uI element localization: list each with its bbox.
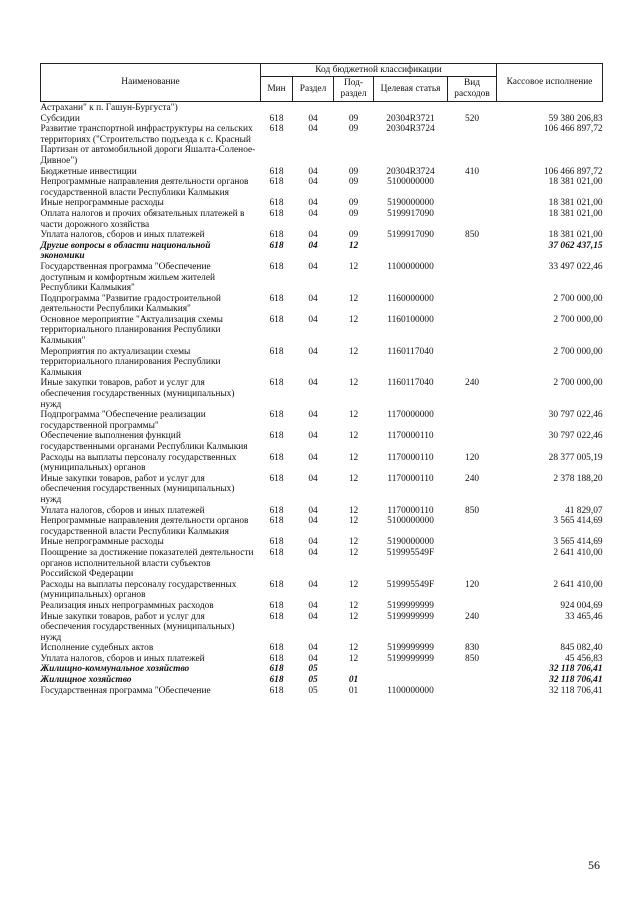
row-podrazdel-cell: 12 [348, 643, 359, 654]
row-name-cell: Подпрограмма "Обеспечение реализации государственной программы" [40, 410, 206, 431]
row-article-cell: 20304R3721 [386, 113, 435, 124]
row-article-cell: 20304R3724 [386, 124, 435, 135]
row-name-cell: Подпрограмма "Развитие градостроительной деятельности Республики Калмыкия" [40, 293, 221, 315]
row-sum-cell: 2 700 000,00 [553, 314, 603, 325]
row-vid-cell: 850 [465, 230, 480, 241]
row-razdel-cell: 04 [308, 643, 318, 654]
row-article-cell [374, 241, 448, 262]
row-podrazdel-cell: 09 [348, 113, 359, 124]
budget-table [40, 63, 603, 696]
row-vid-cell [448, 347, 497, 379]
row-vid-cell [448, 241, 497, 262]
header-kbk-group: Код бюджетной классификации [261, 64, 497, 77]
row-name-cell: Другие вопросы в области национальной экономики [40, 240, 211, 262]
header-podrazdel: Под-раздел [334, 77, 374, 102]
row-vid-cell: 240 [465, 611, 480, 622]
row-article-cell: 1170000110 [387, 505, 434, 516]
row-podrazdel-cell: 09 [348, 124, 359, 135]
row-min-cell: 618 [269, 378, 284, 389]
row-sum-cell: 2 700 000,00 [553, 378, 603, 389]
row-vid-cell [448, 294, 497, 315]
row-podrazdel-cell: 12 [348, 516, 359, 527]
row-min-cell: 618 [269, 611, 284, 622]
row-min-cell: 618 [269, 547, 284, 558]
row-sum-cell: 45 456,83 [565, 653, 603, 664]
row-name-cell: Иные закупки товаров, работ и услуг для обеспечения государственных (муниципальных) нужд [40, 378, 235, 410]
row-podrazdel-cell: 12 [348, 452, 359, 463]
row-article-cell: 5199917090 [387, 208, 434, 219]
row-min-cell: 618 [269, 261, 284, 272]
row-sum-cell [497, 102, 603, 114]
row-article-cell: 5199999999 [387, 600, 434, 611]
row-sum-cell: 3 565 414,69 [553, 516, 603, 527]
row-min-cell: 618 [269, 685, 284, 696]
table-row [41, 114, 603, 125]
row-vid-cell [448, 410, 497, 431]
table-row [41, 675, 603, 686]
row-min-cell: 618 [269, 293, 284, 304]
table-row [41, 198, 603, 209]
row-podrazdel-cell: 12 [348, 653, 359, 664]
row-min-cell: 618 [269, 664, 284, 675]
row-min-cell: 618 [269, 431, 284, 442]
row-min-cell: 618 [269, 177, 284, 188]
table-row [41, 664, 603, 675]
row-sum-cell: 33 465,46 [565, 611, 603, 622]
row-vid-cell: 120 [465, 579, 480, 590]
row-vid-cell [448, 209, 497, 230]
row-razdel-cell: 04 [308, 230, 318, 241]
row-sum-cell: 2 700 000,00 [553, 293, 603, 304]
row-min-cell [261, 102, 293, 114]
row-vid-cell [448, 664, 497, 675]
row-vid-cell [448, 262, 497, 294]
row-vid-cell [448, 548, 497, 580]
table-row [41, 643, 603, 654]
row-vid-cell [448, 516, 497, 537]
table-row [41, 516, 603, 537]
row-razdel-cell: 04 [308, 113, 318, 124]
row-sum-cell: 33 497 022,46 [548, 261, 603, 272]
header-article: Целевая статья [374, 77, 448, 102]
row-podrazdel-cell: 12 [348, 611, 359, 622]
row-razdel-cell: 04 [308, 452, 318, 463]
row-name-cell: Астрахани" к п. Гашун-Бургуста") [40, 103, 178, 113]
row-min-cell: 618 [269, 198, 284, 209]
row-sum-cell: 32 118 706,41 [549, 685, 603, 696]
row-min-cell: 618 [269, 505, 284, 516]
table-row [41, 601, 603, 612]
row-name-cell: Государственная программа "Обеспечение [40, 685, 211, 696]
row-podrazdel-cell: 09 [348, 208, 359, 219]
table-row [41, 209, 603, 230]
row-podrazdel-cell: 12 [348, 240, 359, 251]
row-article-cell: 1170000110 [387, 473, 434, 484]
row-sum-cell: 37 062 437,15 [548, 240, 603, 251]
header-vid: Вид расходов [448, 77, 497, 102]
row-sum-cell: 30 797 022,46 [548, 410, 603, 421]
row-sum-cell: 924 004,69 [560, 600, 603, 611]
row-min-cell: 618 [269, 516, 284, 527]
row-razdel-cell: 04 [308, 240, 318, 251]
row-vid-cell: 240 [465, 378, 480, 389]
row-name-cell: Иные непрограммные расходы [40, 198, 164, 209]
row-name-cell: Расходы на выплаты персоналу государственных (муниципальных) органов [40, 579, 237, 601]
row-min-cell: 618 [269, 208, 284, 219]
row-podrazdel-cell: 12 [348, 293, 359, 304]
row-razdel-cell: 04 [308, 261, 318, 272]
row-sum-cell: 28 377 005,19 [548, 452, 603, 463]
table-row [41, 548, 603, 580]
row-podrazdel-cell: 12 [348, 378, 359, 389]
row-article-cell [374, 675, 448, 686]
row-article-cell: 1160117040 [387, 378, 434, 389]
row-name-cell: Мероприятия по актуализации схемы территориального планирования Республики Калмыкия [40, 346, 221, 378]
row-razdel-cell: 04 [308, 124, 318, 135]
row-sum-cell: 32 118 706,41 [549, 675, 603, 686]
row-vid-cell: 120 [465, 452, 480, 463]
row-vid-cell [448, 102, 497, 114]
table-row [41, 410, 603, 431]
row-sum-cell: 32 118 706,41 [549, 664, 603, 675]
table-row [41, 474, 603, 506]
row-article-cell [374, 102, 448, 114]
row-razdel-cell: 04 [308, 547, 318, 558]
row-article-cell: 1160100000 [387, 314, 434, 325]
row-vid-cell: 240 [465, 473, 480, 484]
row-podrazdel-cell: 09 [348, 198, 359, 209]
row-article-cell: 1160117040 [387, 346, 434, 357]
row-name-cell: Уплата налогов, сборов и иных платежей [40, 653, 205, 664]
row-name-cell: Иные закупки товаров, работ и услуг для обеспечения государственных (муниципальных) нужд [40, 473, 235, 505]
row-name-cell: Основное мероприятие "Актуализация схемы территориального планирования Республики Калмыкия" [40, 314, 223, 347]
row-article-cell: 5190000000 [387, 537, 434, 548]
row-vid-cell: 830 [465, 643, 480, 654]
row-name-cell: Непрограммные направления деятельности органов государственной власти Республики Калмыкия [40, 177, 249, 198]
row-min-cell: 618 [269, 314, 284, 325]
row-podrazdel-cell: 12 [348, 261, 359, 272]
row-podrazdel-cell: 12 [348, 346, 359, 357]
row-razdel-cell: 04 [308, 208, 318, 219]
table-row [41, 124, 603, 166]
row-name-cell: Уплата налогов, сборов и иных платежей [40, 505, 205, 516]
row-sum-cell: 18 381 021,00 [548, 230, 603, 241]
row-razdel-cell: 04 [308, 516, 318, 527]
row-razdel-cell: 04 [308, 410, 318, 421]
row-name-cell: Государственная программа "Обеспечение доступным и комфортным жильем жителей Республики Калмыкия" [40, 261, 216, 294]
table-row [41, 612, 603, 644]
row-sum-cell: 59 380 206,83 [548, 113, 603, 124]
row-name-cell: Субсидии [40, 113, 80, 124]
row-vid-cell [448, 675, 497, 686]
row-podrazdel-cell: 12 [348, 600, 359, 611]
table-row [41, 102, 603, 114]
row-razdel-cell: 04 [308, 653, 318, 664]
row-name-cell: Развитие транспортной инфраструктуры на сельских территориях ("Строительство подъезда к с. Красный Партизан от автомобильной дороги Яшалта-Соленое-Дивное") [40, 124, 256, 166]
row-razdel-cell: 04 [308, 473, 318, 484]
row-name-cell: Исполнение судебных актов [40, 643, 154, 654]
row-sum-cell: 106 466 897,72 [543, 166, 603, 177]
row-podrazdel-cell: 12 [348, 410, 359, 421]
row-article-cell: 1100000000 [387, 261, 434, 272]
row-razdel-cell: 04 [308, 431, 318, 442]
table-row [41, 167, 603, 178]
row-article-cell: 20304R3724 [386, 166, 435, 177]
row-razdel-cell: 04 [308, 378, 318, 389]
row-article-cell: 5100000000 [387, 177, 434, 188]
row-sum-cell: 2 700 000,00 [553, 346, 603, 357]
row-vid-cell [448, 124, 497, 166]
row-podrazdel-cell: 01 [348, 675, 359, 686]
row-podrazdel-cell [334, 102, 374, 114]
row-min-cell: 618 [269, 675, 284, 686]
header-min: Мин [261, 77, 293, 102]
row-article-cell [374, 664, 448, 675]
row-article-cell: 1100000000 [387, 685, 434, 696]
row-razdel-cell: 04 [308, 600, 318, 611]
row-vid-cell [448, 431, 497, 452]
row-min-cell: 618 [269, 113, 284, 124]
table-row [41, 177, 603, 198]
row-razdel-cell: 04 [308, 537, 318, 548]
row-vid-cell [448, 601, 497, 612]
row-podrazdel-cell: 12 [348, 505, 359, 516]
row-article-cell: 519995549F [386, 547, 435, 558]
row-min-cell: 618 [269, 537, 284, 548]
table-row [41, 230, 603, 241]
row-vid-cell: 850 [465, 653, 480, 664]
row-name-cell: Жилищно-коммунальное хозяйство [40, 664, 190, 675]
row-podrazdel-cell: 09 [348, 166, 359, 177]
table-row [41, 241, 603, 262]
row-min-cell: 618 [269, 452, 284, 463]
row-article-cell: 5199917090 [387, 230, 434, 241]
row-podrazdel-cell: 12 [348, 579, 359, 590]
row-min-cell: 618 [269, 600, 284, 611]
row-name-cell: Уплата налогов, сборов и иных платежей [40, 230, 205, 241]
row-article-cell: 1170000110 [387, 431, 434, 442]
row-sum-cell: 2 641 410,00 [553, 547, 603, 558]
row-vid-cell [448, 198, 497, 209]
row-name-cell: Жилищное хозяйство [40, 675, 132, 686]
row-razdel-cell: 05 [308, 675, 318, 686]
row-podrazdel-cell: 12 [348, 537, 359, 548]
row-sum-cell: 106 466 897,72 [543, 124, 603, 135]
row-vid-cell [448, 315, 497, 347]
row-vid-cell [448, 686, 497, 697]
row-razdel-cell: 04 [308, 314, 318, 325]
header-execution: Кассовое исполнение [497, 64, 603, 102]
table-row [41, 686, 603, 697]
row-name-cell: Иные закупки товаров, работ и услуг для обеспечения государственных (муниципальных) нужд [40, 611, 235, 643]
row-podrazdel-cell: 01 [348, 685, 359, 696]
row-sum-cell: 41 829,07 [565, 505, 603, 516]
row-min-cell: 618 [269, 473, 284, 484]
row-min-cell: 618 [269, 410, 284, 421]
row-vid-cell: 410 [465, 166, 480, 177]
row-name-cell: Бюджетные инвестиции [40, 166, 137, 177]
row-podrazdel-cell: 12 [348, 473, 359, 484]
row-vid-cell: 850 [465, 505, 480, 516]
table-body [41, 102, 603, 697]
page-number: 56 [588, 858, 600, 872]
row-article-cell: 5190000000 [387, 198, 434, 209]
table-row [41, 506, 603, 517]
table-row [41, 431, 603, 452]
row-article-cell: 1160000000 [387, 293, 434, 304]
row-sum-cell: 30 797 022,46 [548, 431, 603, 442]
row-podrazdel-cell [334, 664, 374, 675]
table-row [41, 262, 603, 294]
table-row [41, 453, 603, 474]
row-name-cell: Реализация иных непрограммных расходов [40, 600, 214, 611]
row-razdel-cell: 04 [308, 505, 318, 516]
row-razdel-cell: 04 [308, 611, 318, 622]
row-sum-cell: 18 381 021,00 [548, 177, 603, 188]
row-razdel-cell: 04 [308, 293, 318, 304]
table-row [41, 378, 603, 410]
row-sum-cell: 2 378 188,20 [553, 473, 603, 484]
row-min-cell: 618 [269, 346, 284, 357]
row-razdel-cell: 04 [308, 166, 318, 177]
row-razdel-cell: 04 [308, 198, 318, 209]
row-razdel-cell: 04 [308, 346, 318, 357]
row-razdel-cell: 05 [308, 685, 318, 696]
table-row [41, 347, 603, 379]
row-sum-cell: 18 381 021,00 [548, 208, 603, 219]
row-razdel-cell: 04 [308, 177, 318, 188]
table-row [41, 654, 603, 665]
row-min-cell: 618 [269, 240, 284, 251]
row-min-cell: 618 [269, 579, 284, 590]
header-name: Наименование [41, 64, 261, 102]
row-name-cell: Обеспечение выполнения функций государственными органами Республики Калмыкия [40, 431, 248, 452]
table-row [41, 537, 603, 548]
row-min-cell: 618 [269, 230, 284, 241]
table-row [41, 294, 603, 315]
row-article-cell: 519995549F [386, 579, 435, 590]
row-vid-cell [448, 177, 497, 198]
row-article-cell: 1170000110 [387, 452, 434, 463]
table-header [41, 64, 603, 102]
row-razdel-cell: 04 [308, 579, 318, 590]
row-sum-cell: 3 565 414,69 [553, 537, 603, 548]
row-article-cell: 5199999999 [387, 653, 434, 664]
row-name-cell: Расходы на выплаты персоналу государственных (муниципальных) органов [40, 452, 237, 474]
row-vid-cell [448, 537, 497, 548]
row-article-cell: 5199999999 [387, 643, 434, 654]
row-name-cell: Непрограммные направления деятельности органов государственной власти Республики Калмыкия [40, 516, 249, 537]
row-razdel-cell [293, 102, 334, 114]
row-sum-cell: 845 082,40 [560, 643, 603, 654]
row-razdel-cell: 05 [308, 664, 318, 675]
row-min-cell: 618 [269, 166, 284, 177]
row-podrazdel-cell: 09 [348, 177, 359, 188]
row-min-cell: 618 [269, 124, 284, 135]
row-podrazdel-cell: 09 [348, 230, 359, 241]
row-podrazdel-cell: 12 [348, 547, 359, 558]
header-razdel: Раздел [293, 77, 334, 102]
table-row [41, 315, 603, 347]
row-min-cell: 618 [269, 653, 284, 664]
row-article-cell: 5199999999 [387, 611, 434, 622]
row-podrazdel-cell: 12 [348, 314, 359, 325]
row-podrazdel-cell: 12 [348, 431, 359, 442]
row-vid-cell: 520 [465, 113, 480, 124]
row-min-cell: 618 [269, 643, 284, 654]
row-sum-cell: 18 381 021,00 [548, 198, 603, 209]
row-name-cell: Оплата налогов и прочих обязательных платежей в части дорожного хозяйства [40, 208, 245, 230]
row-name-cell: Иные непрограммные расходы [40, 537, 164, 548]
row-article-cell: 5100000000 [387, 516, 434, 527]
row-sum-cell: 2 641 410,00 [553, 579, 603, 590]
table-row [41, 580, 603, 601]
row-article-cell: 1170000000 [387, 410, 434, 421]
row-name-cell: Поощрение за достижение показателей деятельности органов исполнительной власти субъектов Российской Федерации [40, 547, 254, 580]
